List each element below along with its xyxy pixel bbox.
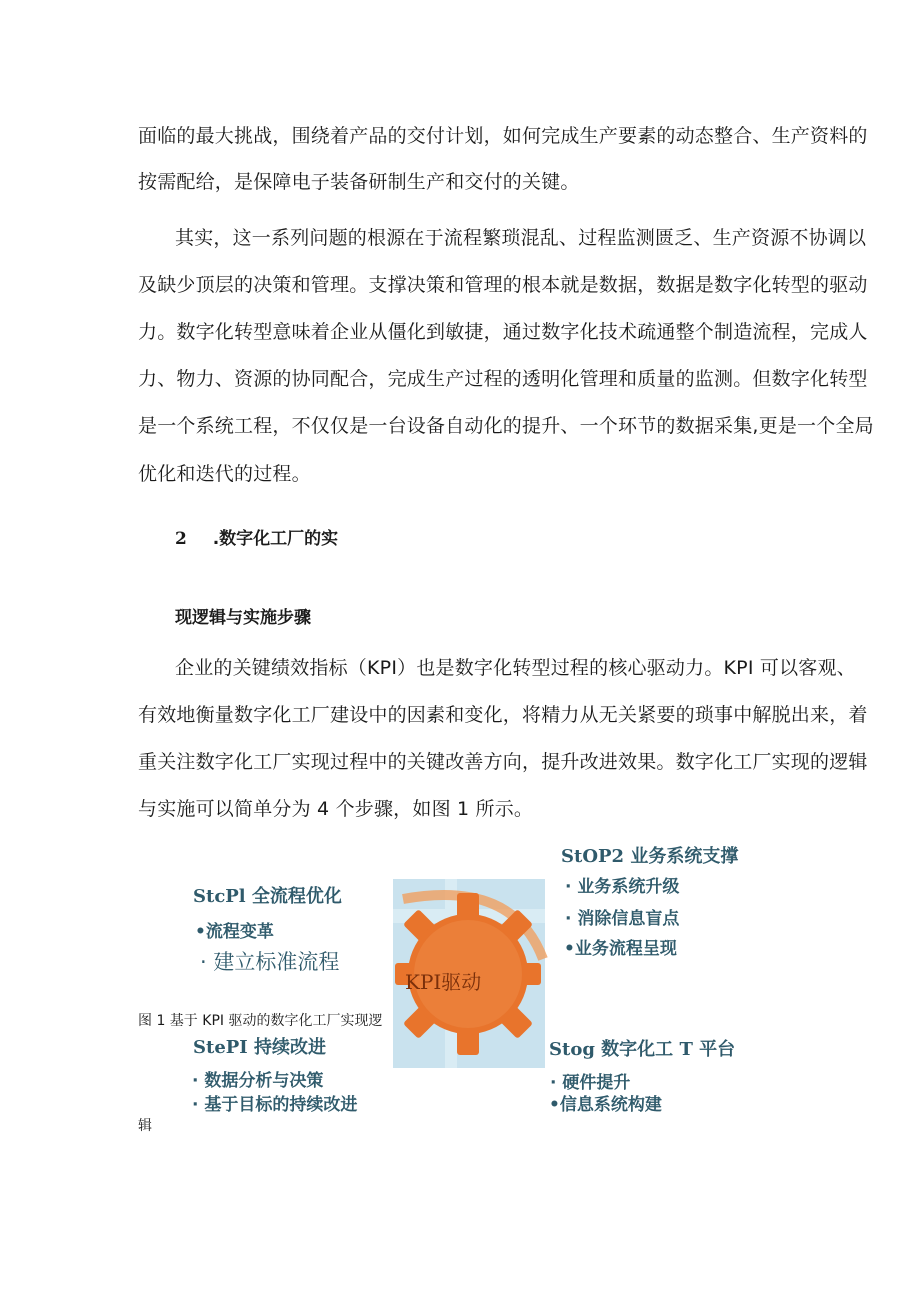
figure-caption-line-1: 图 1 基于 KPI 驱动的数字化工厂实现逻 [138,1013,383,1029]
section-heading-line-2: 现逻辑与实施步骤 [175,608,311,628]
section-title-part-1: .数字化工厂的实 [212,529,339,549]
paragraph3-line-4: 与实施可以简单分为 4 个步骤，如图 1 所示。 [138,798,534,820]
step2-item-3: •业务流程呈现 [564,939,677,959]
step4-item-1-clip [190,1066,390,1091]
paragraph3-line-2: 有效地衡量数字化工厂建设中的因素和变化，将精力从无关紧要的琐事中解脱出来，着 [138,704,868,726]
paragraph2-line-1: 其实，这一系列问题的根源在于流程繁琐混乱、过程监测匮乏、生产资源不协调以 [175,227,867,249]
step2-item-1: · 业务系统升级 [565,877,680,897]
step2-item-3-clip [560,934,720,959]
paragraph2-line-6: 优化和迭代的过程。 [138,463,311,485]
section-heading-line-1 [175,524,338,549]
step3-item-2: •信息系统构建 [549,1095,662,1115]
step3-item-1: · 硬件提升 [550,1073,631,1093]
paragraph2-line-4: 力、物力、资源的协同配合，完成生产过程的透明化管理和质量的监测。但数字化转型 [138,368,868,390]
paragraph1-line-2: 按需配给，是保障电子装备研制生产和交付的关键。 [138,171,580,193]
gear-center-label: KPI驱动 [405,970,482,994]
step4-item-1: · 数据分析与决策 [192,1071,324,1091]
paragraph3-line-3: 重关注数字化工厂实现过程中的关键改善方向，提升改进效果。数字化工厂实现的逻辑 [138,751,868,773]
step1-item-2: · 建立标准流程 [200,950,340,974]
step4-item-2: · 基于目标的持续改进 [192,1095,358,1115]
step1-title: StcPl 全流程优化 [193,886,342,907]
step4-title: StePI 持续改进 [193,1037,326,1058]
step2-title: StOP2 业务系统支撑 [561,846,739,867]
paragraph3-line-1: 企业的关键绩效指标（KPI）也是数字化转型过程的核心驱动力。KPI 可以客观、 [175,657,856,679]
paragraph2-line-5: 是一个系统工程，不仅仅是一台设备自动化的提升、一个环节的数据采集,更是一个全局 [138,415,874,437]
step1-item-1: •流程变革 [195,922,274,942]
paragraph2-line-2: 及缺少顶层的决策和管理。支撑决策和管理的根本就是数据，数据是数字化转型的驱动 [138,274,868,296]
step3-item-1-clip [548,1068,668,1093]
paragraph1-line-1: 面临的最大挑战，围绕着产品的交付计划，如何完成生产要素的动态整合、生产资料的 [138,125,868,147]
section-number: 2 [175,529,187,549]
paragraph2-line-3: 力。数字化转型意味着企业从僵化到敏捷，通过数字化技术疏通整个制造流程，完成人 [138,321,868,343]
step2-item-2: · 消除信息盲点 [565,909,680,929]
figure-caption-line-2: 辑 [138,1118,152,1134]
step3-title: Stog 数字化工 T 平台 [549,1039,736,1060]
